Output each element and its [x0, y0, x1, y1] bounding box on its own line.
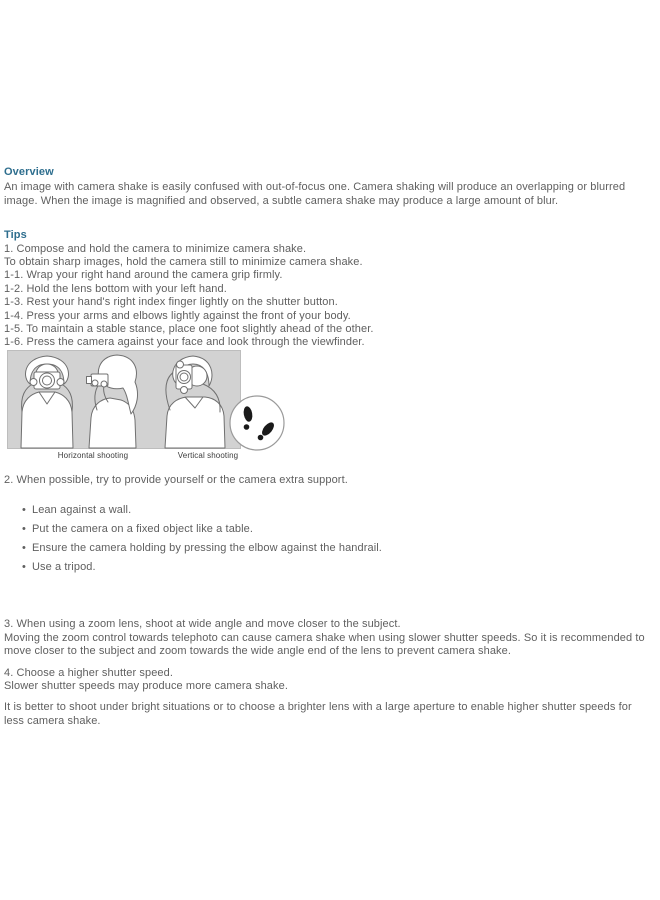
bullet-item: • Put the camera on a fixed object like a table. — [22, 523, 652, 536]
tip-3-title: 3. When using a zoom lens, shoot at wide angle and move closer to the subject. — [4, 618, 401, 631]
caption-horizontal-shooting: Horizontal shooting — [57, 450, 129, 460]
tip-1-step: 1-6. Press the camera against your face and look through the viewfinder. — [4, 336, 365, 349]
tip-4-body: Slower shutter speeds may produce more camera shake. — [4, 679, 288, 692]
tip-3-body: Moving the zoom control towards telephoto can cause camera shake when using slower shutter speeds. So it is recommended to move closer to the subject and zoom towards the wide angle end of the lens to prevent camera shake. — [4, 631, 645, 658]
tip-1-step: 1-4. Press your arms and elbows lightly against the front of your body. — [4, 309, 351, 322]
tip-4-block — [4, 667, 652, 694]
tip-1-title: 1. Compose and hold the camera to minimize camera shake. — [4, 242, 307, 255]
tip-1-subtitle: To obtain sharp images, hold the camera still to minimize camera shake. — [4, 256, 363, 269]
tip-1-step: 1-1. Wrap your right hand around the camera grip firmly. — [4, 269, 283, 282]
closing-paragraph: It is better to shoot under bright situations or to choose a brighter lens with a large aperture to enable higher shutter speeds for less camera shake. — [4, 701, 632, 727]
bullet-item: • Use a tripod. — [22, 561, 652, 574]
tips-heading: Tips — [4, 229, 27, 242]
overview-paragraph: An image with camera shake is easily confused with out-of-focus one. Camera shaking will produce an overlapping or blurred image. When the image is magnified and observed, a subtle camera shake may produce a large amount of blur. — [4, 181, 626, 207]
overview-heading: Overview — [4, 166, 54, 178]
caption-vertical-shooting: Vertical shooting — [177, 450, 239, 460]
tip-1-step: 1-2. Hold the lens bottom with your left hand. — [4, 282, 227, 295]
tip-2-title: 2. When possible, try to provide yourself or the camera extra support. — [4, 473, 348, 486]
tip-1-block — [4, 243, 652, 350]
tip-1-step: 1-3. Rest your hand's right index finger lightly on the shutter button. — [4, 296, 338, 309]
tip-4-title: 4. Choose a higher shutter speed. — [4, 666, 174, 679]
tip-3-block — [4, 618, 652, 658]
footprints-icon — [230, 396, 284, 450]
bullet-item: • Ensure the camera holding by pressing the elbow against the handrail. — [22, 542, 652, 555]
tip-1-step: 1-5. To maintain a stable stance, place one foot slightly ahead of the other. — [4, 323, 374, 336]
camera-hold-illustration — [7, 350, 299, 462]
bullet-item: • Lean against a wall. — [22, 504, 652, 517]
tip-2-block — [4, 474, 652, 574]
figure-front-horizontal — [21, 356, 73, 448]
support-list — [4, 504, 652, 574]
